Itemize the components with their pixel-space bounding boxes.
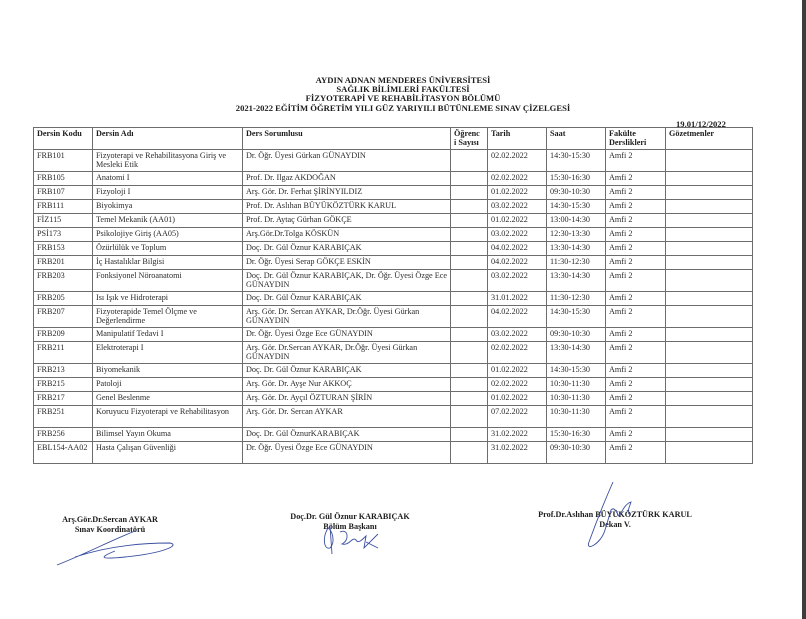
cell-room: Amfi 2 xyxy=(606,378,666,392)
table-row xyxy=(34,406,753,428)
cell-proctors xyxy=(666,214,753,228)
cell-name: Elektroterapi I xyxy=(93,342,243,364)
cell-time: 09:30-10:30 xyxy=(547,328,606,342)
cell-room: Amfi 2 xyxy=(606,228,666,242)
signatory-name: Doç.Dr. Gül Öznur KARABIÇAK xyxy=(290,512,410,521)
cell-time: 13:30-14:30 xyxy=(547,242,606,256)
signature-block-coordinator xyxy=(40,515,180,534)
cell-instructor: Doç. Dr. Gül ÖznurKARABIÇAK xyxy=(243,428,451,442)
cell-instructor: Prof. Dr. Aslıhan BÜYÜKÖZTÜRK KARUL xyxy=(243,200,451,214)
cell-time: 12:30-13:30 xyxy=(547,228,606,242)
cell-proctors xyxy=(666,342,753,364)
table-row xyxy=(34,378,753,392)
cell-room: Amfi 2 xyxy=(606,200,666,214)
cell-name: Patoloji xyxy=(93,378,243,392)
cell-name: Temel Mekanik (AA01) xyxy=(93,214,243,228)
cell-room: Amfi 2 xyxy=(606,270,666,292)
cell-name: Manipulatif Tedavi I xyxy=(93,328,243,342)
cell-instructor: Arş. Gör. Dr. Sercan AYKAR xyxy=(243,406,451,428)
column-header-room: Fakülte Derslikleri xyxy=(606,128,666,150)
cell-date: 01.02.2022 xyxy=(488,392,547,406)
table-row xyxy=(34,256,753,270)
cell-code: FRB211 xyxy=(34,342,93,364)
cell-instructor: Arş. Gör. Dr. Ayşe Nur AKKOÇ xyxy=(243,378,451,392)
cell-students xyxy=(451,186,488,200)
cell-name: Bilimsel Yayın Okuma xyxy=(93,428,243,442)
signatory-name: Prof.Dr.Aslıhan BÜYÜKÖZTÜRK KARUL xyxy=(538,510,692,519)
cell-time: 10:30-11:30 xyxy=(547,406,606,428)
cell-time: 11:30-12:30 xyxy=(547,256,606,270)
table-row xyxy=(34,292,753,306)
cell-code: FRB217 xyxy=(34,392,93,406)
cell-proctors xyxy=(666,228,753,242)
cell-students xyxy=(451,306,488,328)
cell-room: Amfi 2 xyxy=(606,242,666,256)
cell-instructor: Doç. Dr. Gül Öznur KARABIÇAK xyxy=(243,242,451,256)
cell-room: Amfi 2 xyxy=(606,364,666,378)
cell-name: Anatomi I xyxy=(93,172,243,186)
cell-date: 04.02.2022 xyxy=(488,256,547,270)
cell-code: FRB153 xyxy=(34,242,93,256)
cell-proctors xyxy=(666,200,753,214)
cell-date: 03.02.2022 xyxy=(488,328,547,342)
cell-code: EBL154-AA02 xyxy=(34,442,93,464)
cell-time: 14:30-15:30 xyxy=(547,306,606,328)
cell-students xyxy=(451,442,488,464)
cell-name: Fizyoterapide Temel Ölçme ve Değerlendirme xyxy=(93,306,243,328)
cell-students xyxy=(451,292,488,306)
cell-name: Biyokimya xyxy=(93,200,243,214)
cell-time: 14:30-15:30 xyxy=(547,364,606,378)
cell-proctors xyxy=(666,242,753,256)
cell-instructor: Arş.Gör.Dr.Tolga KÖSKÜN xyxy=(243,228,451,242)
university-name: AYDIN ADNAN MENDERES ÜNİVERSİTESİ xyxy=(315,75,491,85)
cell-date: 01.02.2022 xyxy=(488,186,547,200)
cell-time: 09:30-10:30 xyxy=(547,186,606,200)
column-header-name: Dersin Adı xyxy=(93,128,243,150)
cell-students xyxy=(451,428,488,442)
table-row xyxy=(34,242,753,256)
cell-time: 15:30-16:30 xyxy=(547,172,606,186)
table-row xyxy=(34,228,753,242)
cell-date: 03.02.2022 xyxy=(488,270,547,292)
table-row xyxy=(34,328,753,342)
handwritten-signature xyxy=(55,529,175,569)
cell-instructor: Arş. Gör. Dr. Ferhat ŞİRİNYILDIZ xyxy=(243,186,451,200)
cell-instructor: Arş. Gör. Dr.Sercan AYKAR, Dr.Öğr. Üyesi Gürkan GÜNAYDIN xyxy=(243,342,451,364)
cell-name: Isı Işık ve Hidroterapi xyxy=(93,292,243,306)
cell-time: 13:30-14:30 xyxy=(547,342,606,364)
cell-proctors xyxy=(666,150,753,172)
cell-name: Koruyucu Fizyoterapi ve Rehabilitasyon xyxy=(93,406,243,428)
cell-date: 31.02.2022 xyxy=(488,442,547,464)
cell-code: FRB101 xyxy=(34,150,93,172)
exam-schedule-table xyxy=(33,127,753,464)
cell-time: 15:30-16:30 xyxy=(547,428,606,442)
cell-name: Fizyoloji I xyxy=(93,186,243,200)
cell-instructor: Doç. Dr. Gül Öznur KARABIÇAK xyxy=(243,364,451,378)
cell-date: 31.01.2022 xyxy=(488,292,547,306)
cell-students xyxy=(451,228,488,242)
cell-room: Amfi 2 xyxy=(606,428,666,442)
cell-time: 13:30-14:30 xyxy=(547,270,606,292)
cell-proctors xyxy=(666,328,753,342)
cell-instructor: Doç. Dr. Gül Öznur KARABIÇAK, Dr. Öğr. Üyesi Özge Ece GÜNAYDIN xyxy=(243,270,451,292)
cell-instructor: Dr. Öğr. Üyesi Özge Ece GÜNAYDIN xyxy=(243,328,451,342)
cell-room: Amfi 2 xyxy=(606,256,666,270)
cell-date: 07.02.2022 xyxy=(488,406,547,428)
cell-room: Amfi 2 xyxy=(606,306,666,328)
column-header-instructor: Ders Sorumlusu xyxy=(243,128,451,150)
cell-proctors xyxy=(666,392,753,406)
cell-students xyxy=(451,342,488,364)
table-row xyxy=(34,342,753,364)
cell-code: FRB256 xyxy=(34,428,93,442)
cell-proctors xyxy=(666,306,753,328)
cell-instructor: Prof. Dr. Ilgaz AKDOĞAN xyxy=(243,172,451,186)
cell-room: Amfi 2 xyxy=(606,292,666,306)
cell-students xyxy=(451,378,488,392)
cell-date: 03.02.2022 xyxy=(488,228,547,242)
table-row xyxy=(34,270,753,292)
cell-proctors xyxy=(666,378,753,392)
signatory-role: Bölüm Başkanı xyxy=(323,521,377,531)
cell-date: 02.02.2022 xyxy=(488,150,547,172)
cell-students xyxy=(451,392,488,406)
cell-proctors xyxy=(666,442,753,464)
table-row xyxy=(34,392,753,406)
document-header xyxy=(0,76,806,113)
cell-date: 04.02.2022 xyxy=(488,306,547,328)
cell-code: FRB105 xyxy=(34,172,93,186)
cell-time: 11:30-12:30 xyxy=(547,292,606,306)
cell-instructor: Arş. Gör. Dr. Ayçıl ÖZTURAN ŞİRİN xyxy=(243,392,451,406)
department-name: FİZYOTERAPİ VE REHABİLİTASYON BÖLÜMÜ xyxy=(305,93,501,104)
column-header-date: Tarih xyxy=(488,128,547,150)
cell-proctors xyxy=(666,428,753,442)
cell-time: 10:30-11:30 xyxy=(547,378,606,392)
cell-time: 10:30-11:30 xyxy=(547,392,606,406)
document-date: 19.01/12/2022 xyxy=(676,119,726,129)
cell-instructor: Dr. Öğr. Üyesi Özge Ece GÜNAYDIN xyxy=(243,442,451,464)
cell-instructor: Dr. Öğr. Üyesi Serap GÖKÇE ESKİN xyxy=(243,256,451,270)
cell-room: Amfi 2 xyxy=(606,186,666,200)
cell-name: Fonksiyonel Nöroanatomi xyxy=(93,270,243,292)
cell-students xyxy=(451,200,488,214)
cell-time: 09:30-10:30 xyxy=(547,442,606,464)
cell-students xyxy=(451,364,488,378)
cell-name: Özürlülük ve Toplum xyxy=(93,242,243,256)
scrollbar[interactable] xyxy=(802,0,806,619)
cell-instructor: Prof. Dr. Aytaç Gürhan GÖKÇE xyxy=(243,214,451,228)
cell-proctors xyxy=(666,270,753,292)
cell-code: FRB213 xyxy=(34,364,93,378)
faculty-name: SAĞLIK BİLİMLERİ FAKÜLTESİ xyxy=(336,84,470,95)
cell-proctors xyxy=(666,186,753,200)
table-row xyxy=(34,428,753,442)
cell-time: 13:00-14:30 xyxy=(547,214,606,228)
cell-proctors xyxy=(666,406,753,428)
cell-code: FRB111 xyxy=(34,200,93,214)
cell-code: FRB251 xyxy=(34,406,93,428)
cell-code: FRB203 xyxy=(34,270,93,292)
cell-name: Fizyoterapi ve Rehabilitasyona Giriş ve Mesleki Etik xyxy=(93,150,243,172)
cell-students xyxy=(451,172,488,186)
cell-code: FRB215 xyxy=(34,378,93,392)
cell-room: Amfi 2 xyxy=(606,342,666,364)
cell-proctors xyxy=(666,292,753,306)
cell-date: 02.02.2022 xyxy=(488,342,547,364)
cell-students xyxy=(451,328,488,342)
cell-room: Amfi 2 xyxy=(606,150,666,172)
cell-date: 03.02.2022 xyxy=(488,200,547,214)
cell-name: Psikolojiye Giriş (AA05) xyxy=(93,228,243,242)
signatory-role: Dekan V. xyxy=(599,519,631,529)
column-header-time: Saat xyxy=(547,128,606,150)
cell-proctors xyxy=(666,256,753,270)
cell-date: 02.02.2022 xyxy=(488,378,547,392)
cell-date: 01.02.2022 xyxy=(488,364,547,378)
cell-students xyxy=(451,242,488,256)
table-row xyxy=(34,364,753,378)
cell-code: FRB209 xyxy=(34,328,93,342)
cell-room: Amfi 2 xyxy=(606,442,666,464)
cell-students xyxy=(451,256,488,270)
cell-date: 02.02.2022 xyxy=(488,172,547,186)
cell-code: FRB201 xyxy=(34,256,93,270)
cell-instructor: Dr. Öğr. Üyesi Gürkan GÜNAYDIN xyxy=(243,150,451,172)
cell-code: FRB205 xyxy=(34,292,93,306)
cell-proctors xyxy=(666,172,753,186)
cell-name: Biyomekanik xyxy=(93,364,243,378)
table-row xyxy=(34,214,753,228)
signature-block-department-head xyxy=(270,512,430,531)
cell-name: Hasta Çalışan Güvenliği xyxy=(93,442,243,464)
cell-code: FRB107 xyxy=(34,186,93,200)
table-row xyxy=(34,306,753,328)
signatory-role: Sınav Koordinatörü xyxy=(74,524,146,534)
table-header-row xyxy=(34,128,753,150)
schedule-title: 2021-2022 EĞİTİM ÖĞRETİM YILI GÜZ YARIYILI BÜTÜNLEME SINAV ÇİZELGESİ xyxy=(235,102,571,113)
cell-date: 04.02.2022 xyxy=(488,242,547,256)
cell-room: Amfi 2 xyxy=(606,214,666,228)
cell-room: Amfi 2 xyxy=(606,392,666,406)
cell-proctors xyxy=(666,364,753,378)
cell-name: İç Hastalıklar Bilgisi xyxy=(93,256,243,270)
cell-room: Amfi 2 xyxy=(606,328,666,342)
column-header-code: Dersin Kodu xyxy=(34,128,93,150)
cell-students xyxy=(451,270,488,292)
handwritten-signature xyxy=(320,518,390,558)
cell-instructor: Arş. Gör. Dr. Sercan AYKAR, Dr.Öğr. Üyesi Gürkan GÜNAYDIN xyxy=(243,306,451,328)
cell-students xyxy=(451,406,488,428)
handwritten-signature xyxy=(575,480,645,550)
cell-students xyxy=(451,214,488,228)
cell-time: 14:30-15:30 xyxy=(547,200,606,214)
cell-date: 01.02.2022 xyxy=(488,214,547,228)
cell-room: Amfi 2 xyxy=(606,406,666,428)
signature-block-dean xyxy=(525,510,705,529)
cell-code: PSİ173 xyxy=(34,228,93,242)
column-header-students: Öğrenc i Sayısı xyxy=(451,128,488,150)
signatory-name: Arş.Gör.Dr.Sercan AYKAR xyxy=(62,515,158,524)
cell-instructor: Doç. Dr. Gül Öznur KARABIÇAK xyxy=(243,292,451,306)
table-row xyxy=(34,186,753,200)
cell-students xyxy=(451,150,488,172)
table-row xyxy=(34,172,753,186)
table-row xyxy=(34,442,753,464)
table-row xyxy=(34,200,753,214)
cell-time: 14:30-15:30 xyxy=(547,150,606,172)
table-row xyxy=(34,150,753,172)
cell-name: Genel Beslenme xyxy=(93,392,243,406)
cell-code: FRB207 xyxy=(34,306,93,328)
cell-date: 31.02.2022 xyxy=(488,428,547,442)
cell-room: Amfi 2 xyxy=(606,172,666,186)
cell-code: FİZ115 xyxy=(34,214,93,228)
column-header-proctors: Gözetmenler xyxy=(666,128,753,150)
